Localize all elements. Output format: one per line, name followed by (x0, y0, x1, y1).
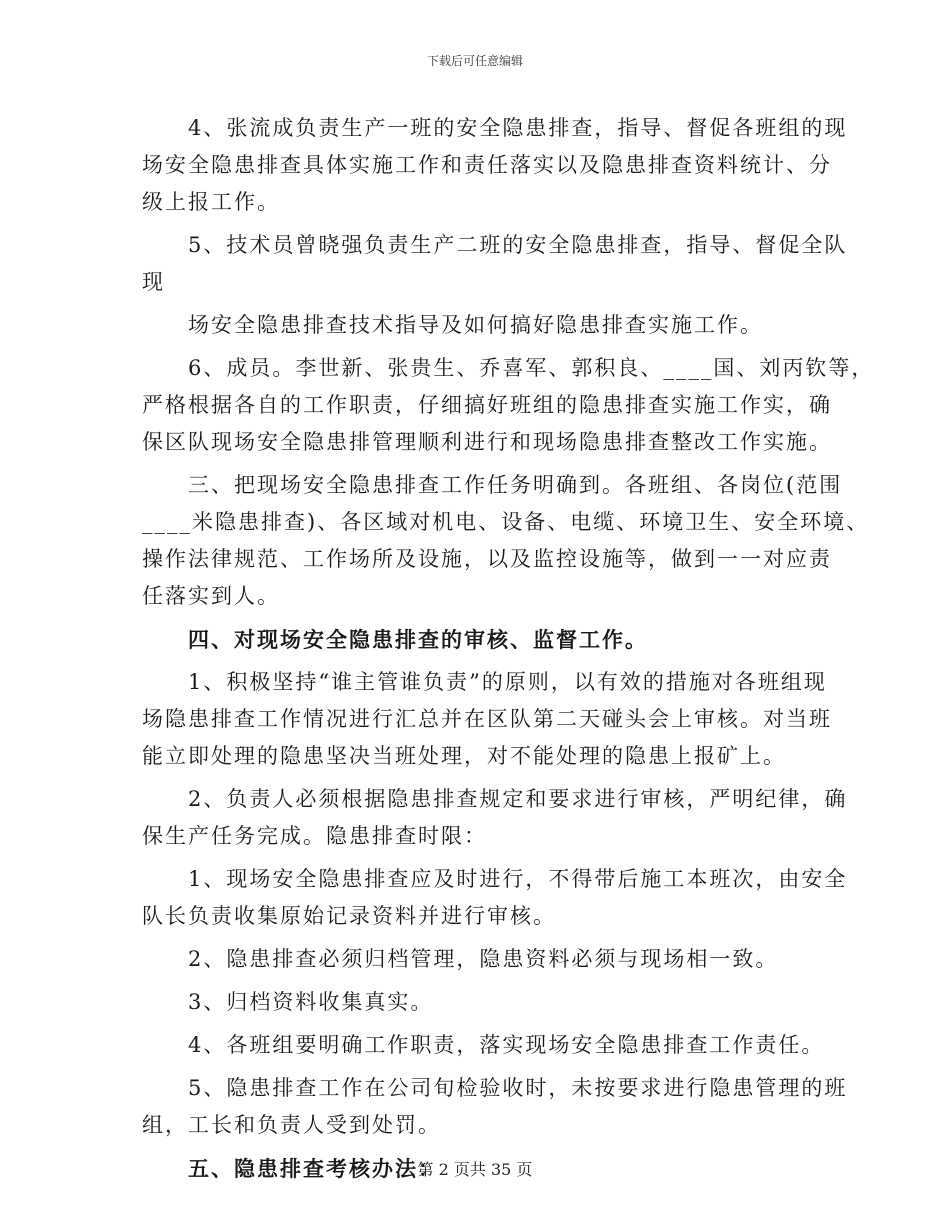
text-line: ____米隐患排查)、各区域对机电、设备、电缆、环境卫生、安全环境、 (142, 510, 870, 534)
text-line: 三、把现场安全隐患排查工作任务明确到。各班组、各岗位(范围 (188, 473, 843, 497)
text-line: 5、隐患排查工作在公司旬检验收时，未按要求进行隐患管理的班 (188, 1076, 848, 1100)
page-header: 下载后可任意编辑 (426, 54, 523, 68)
text-line: 4、各班组要明确工作职责，落实现场安全隐患排查工作责任。 (188, 1033, 825, 1057)
document-body (142, 110, 875, 1187)
text-line: 能立即处理的隐患坚决当班处理，对不能处理的隐患上报矿上。 (142, 744, 786, 768)
page-footer: 第 2 页共 35 页 (417, 1160, 533, 1179)
text-line: 场安全隐患排查具体实施工作和责任落实以及隐患排查资料统计、分 (142, 153, 832, 177)
section-heading: 四、对现场安全隐患排查的审核、监督工作。 (188, 627, 648, 652)
text-line: 1、现场安全隐患排查应及时进行，不得带后施工本班次，由安全 (188, 867, 848, 891)
text-line: 保生产任务完成。隐患排查时限： (142, 824, 487, 848)
text-line: 6、成员。李世新、张贵生、乔喜军、郭积良、____国、刘丙钦等， (188, 356, 875, 380)
text-line: 1、积极坚持“谁主管谁负责”的原则，以有效的措施对各班组现 (188, 670, 827, 694)
text-line: 任落实到人。 (142, 584, 280, 608)
text-line: 队长负责收集原始记录资料并进行审核。 (142, 904, 556, 928)
text-line: 组，工长和负责人受到处罚。 (142, 1113, 441, 1137)
text-line: 现 (142, 270, 165, 294)
text-line: 场安全隐患排查技术指导及如何搞好隐患排查实施工作。 (188, 313, 763, 337)
section-heading: 五、隐患排查考核办法： (188, 1156, 441, 1181)
text-line: 保区队现场安全隐患排管理顺利进行和现场隐患排查整改工作实施。 (142, 430, 832, 454)
text-line: 场隐患排查工作情况进行汇总并在区队第二天碰头会上审核。对当班 (142, 707, 832, 731)
text-line: 级上报工作。 (142, 190, 280, 214)
text-line: 严格根据各自的工作职责，仔细搞好班组的隐患排查实施工作实，确 (142, 393, 832, 417)
text-line: 2、负责人必须根据隐患排查规定和要求进行审核，严明纪律，确 (188, 787, 848, 811)
text-line: 操作法律规范、工作场所及设施，以及监控设施等，做到一一对应责 (142, 547, 832, 571)
text-line: 5、技术员曾晓强负责生产二班的安全隐患排查，指导、督促全队 (188, 233, 848, 257)
text-line: 3、归档资料收集真实。 (188, 990, 434, 1014)
text-line: 4、张流成负责生产一班的安全隐患排查，指导、督促各班组的现 (188, 116, 848, 140)
text-line: 2、隐患排查必须归档管理，隐患资料必须与现场相一致。 (188, 947, 779, 971)
